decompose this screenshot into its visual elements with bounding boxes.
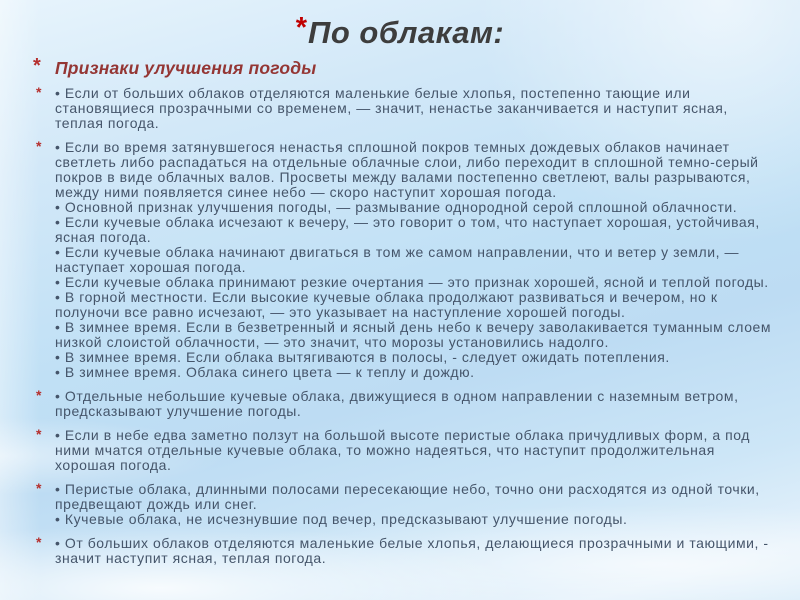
block-body (55, 428, 775, 473)
bullet-item: • Кучевые облака, не исчезнувшие под вечер, предсказывают улучшение погоды. (55, 511, 628, 527)
bullet-block (33, 536, 775, 566)
bullet-item: • В зимнее время. Облака синего цвета — к теплу и дождю. (55, 364, 475, 380)
bullet-item: • Если от больших облаков отделяются маленькие белые хлопья, постепенно тающие или становящиеся прозрачными со временем, — значит, ненастье заканчивается и наступит ясная, теплая погода. (55, 85, 728, 131)
block-body (55, 140, 775, 380)
bullet-item: • Если кучевые облака исчезают к вечеру, — это говорит о том, что наступает хорошая, устойчивая, ясная погода. (55, 214, 760, 245)
block-asterisk-icon: * (36, 138, 42, 154)
block-asterisk-icon: * (36, 84, 42, 100)
bullet-item: • Если в небе едва заметно ползут на большой высоте перистые облака причудливых форм, а под ними мчатся отдельные кучевые облака, то можно надеяться, что наступит продолжительная хорошая погода. (55, 427, 750, 473)
slide-subtitle-row (33, 55, 775, 79)
slide-content (33, 55, 775, 575)
bullet-item: • От больших облаков отделяются маленькие белые хлопья, делающиеся прозрачными и тающими, - значит наступит ясная, теплая погода. (55, 535, 769, 566)
block-body (55, 482, 775, 527)
bullet-block (33, 86, 775, 131)
bullet-item: • Если кучевые облака принимают резкие очертания — это признак хорошей, ясной и теплой погоды. (55, 274, 769, 290)
block-body (55, 536, 775, 566)
title-asterisk-icon: * (295, 12, 308, 44)
block-asterisk-icon: * (36, 480, 42, 496)
bullet-item: • В зимнее время. Если в безветренный и ясный день небо к вечеру заволакивается туманным слоем низкой слоистой облачности, — это значит, что морозы установились надолго. (55, 319, 772, 350)
subtitle-asterisk-icon: * (33, 55, 41, 77)
bullet-item: • Перистые облака, длинными полосами пересекающие небо, точно они расходятся из одной точки, предвещают дождь или снег. (55, 481, 760, 512)
slide-subtitle: Признаки улучшения погоды (55, 58, 317, 78)
block-body (55, 86, 775, 131)
bullet-block (33, 389, 775, 419)
block-asterisk-icon: * (36, 426, 42, 442)
page-title: По облакам: (308, 15, 505, 50)
bullet-block (33, 140, 775, 380)
bullet-blocks (33, 86, 775, 566)
block-asterisk-icon: * (36, 534, 42, 550)
bullet-item: • В зимнее время. Если облака вытягиваются в полосы, - следует ожидать потепления. (55, 349, 670, 365)
bullet-block (33, 428, 775, 473)
bullet-item: • Отдельные небольшие кучевые облака, движущиеся в одном направлении с наземным ветром, предсказывают улучшение погоды. (55, 388, 739, 419)
block-asterisk-icon: * (36, 387, 42, 403)
bullet-item: • Если кучевые облака начинают двигаться в том же самом направлении, что и ветер у земли, — наступает хорошая погода. (55, 244, 740, 275)
bullet-item: • В горной местности. Если высокие кучевые облака продолжают развиваться и вечером, но к полуночи все равно исчезают, — это указывает на наступление хорошей погоды. (55, 289, 718, 320)
bullet-item: • Основной признак улучшения погоды, — размывание однородной серой сплошной облачности. (55, 199, 738, 215)
bullet-block (33, 482, 775, 527)
block-body (55, 389, 775, 419)
slide-title-row (0, 12, 800, 51)
bullet-item: • Если во время затянувшегося ненастья сплошной покров темных дождевых облаков начинает светлеть либо распадаться на отдельные облачные слои, либо переходит в сплошной темно-серый покров в виде облачных валов. Просветы между валами постепенно светлеют, валы разрываются, между ними появляется синее небо — скоро наступит хорошая погода. (55, 139, 759, 200)
